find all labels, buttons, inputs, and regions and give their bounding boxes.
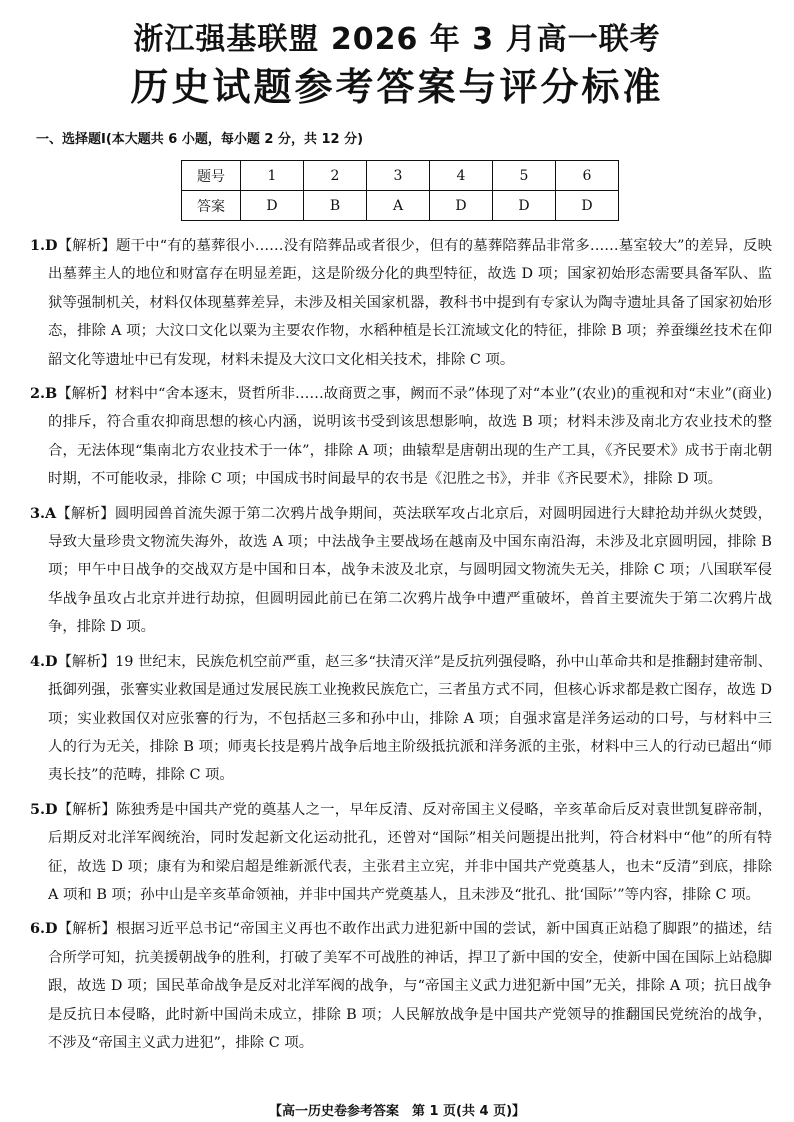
- item-text: 【解析】根据习近平总书记“帝国主义再也不敢作出武力进犯新中国的尝试，新中国真正站稳了脚跟”的描述，结合所学可知，抗美援朝战争的胜利，打破了美军不可战胜的神话，捍卫了新中国的安全，使新中国在国际上站稳脚跟，故选 D 项；国民革命战争是反对北洋军阀的战争，与“帝国主义武力进犯新中国”无关，排除 A 项；抗日战争是反抗日本侵略，此时新中国尚未成立，排除 B 项；人民解放战争是中国共产党领导的推翻国民党统治的战争，不涉及“帝国主义武力进犯”，排除 C 项。: [48, 921, 772, 1051]
- item-answer: 1.D: [30, 237, 58, 254]
- item-answer: 2.B: [30, 385, 58, 403]
- question-number-cell: 5: [493, 161, 556, 191]
- explanation-item: [30, 232, 772, 374]
- page-footer: 【高一历史卷参考答案 第 1 页(共 4 页)】: [268, 1104, 526, 1119]
- answer-cell: D: [556, 191, 619, 221]
- item-answer: 5.D: [30, 800, 58, 818]
- item-text: 【解析】19 世纪末，民族危机空前严重，赵三多“扶清灭洋”是反抗列强侵略，孙中山革命共和是推翻封建帝制、抵御列强，张謇实业救国是通过发展民族工业挽救民族危亡，三者虽方式不同，但核心诉求都是救亡图存，故选 D 项；实业救国仅对应张謇的行为，不包括赵三多和孙中山，排除 A 项；自强求富是洋务运动的口号，与材料中三人的行为无关，排除 B 项；师夷长技是鸦片战争后地主阶级抵抗派和洋务派的主张，材料中三人的行动已超出“师夷长技”的范畴，排除 C 项。: [48, 653, 772, 784]
- explanation-item: [30, 648, 772, 790]
- answer-cell: D: [241, 191, 304, 221]
- answer-cell: B: [304, 191, 367, 221]
- explanation-item: [30, 380, 772, 494]
- explanation-item: [30, 915, 772, 1057]
- answer-cell: D: [430, 191, 493, 221]
- question-number-cell: 2: [304, 161, 367, 191]
- question-number-cell: 3: [367, 161, 430, 191]
- section-heading: 一、选择题Ⅰ(本大题共 6 小题，每小题 2 分，共 12 分): [36, 132, 364, 147]
- answer-cell: A: [367, 191, 430, 221]
- item-text: 【解析】圆明园兽首流失源于第二次鸦片战争期间，英法联军攻占北京后，对圆明园进行大肆抢劫并纵火焚毁，导致大量珍贵文物流失海外，故选 A 项；中法战争主要战场在越南及中国东南沿海，未涉及北京圆明园，排除 B 项；甲午中日战争的交战双方是中国和日本，战争未波及北京，与圆明园文物流失无关，排除 C 项；八国联军侵华战争虽攻占北京并进行劫掠，但圆明园此前已在第二次鸦片战争中遭严重破坏，兽首主要流失于第二次鸦片战争，排除 D 项。: [48, 505, 772, 636]
- item-answer: 3.A: [30, 504, 57, 522]
- item-text: 【解析】题干中“有的墓葬很小……没有陪葬品或者很少，但有的墓葬陪葬品非常多……墓室较大”的差异，反映出墓葬主人的地位和财富存在明显差距，这是阶级分化的典型特征，故选 D 项；国家初始形态需要具备军队、监狱等强制机关，材料仅体现墓葬差异，未涉及相关国家机器，教科书中提到有专家认为陶寺遗址具备了国家初始形态，排除 A 项；大汶口文化以粟为主要农作物，水稻种植是长江流域文化的特征，排除 B 项；养蚕缫丝技术在仰韶文化等遗址中已有发现，材料未提及大汶口文化相关技术，排除 C 项。: [48, 238, 772, 368]
- answer-cell: D: [493, 191, 556, 221]
- question-number-cell: 1: [241, 161, 304, 191]
- question-number-cell: 6: [556, 161, 619, 191]
- exam-title: 浙江强基联盟 2026 年 3 月高一联考: [133, 22, 661, 57]
- explanation-list: [30, 232, 772, 1063]
- answer-row: [182, 191, 619, 221]
- row-label-answer: 答案: [182, 191, 241, 221]
- item-answer: 4.D: [30, 652, 58, 670]
- explanation-item: [30, 500, 772, 642]
- question-number-row: [182, 161, 619, 191]
- document-title: 历史试题参考答案与评分标准: [130, 65, 664, 109]
- item-answer: 6.D: [30, 920, 58, 938]
- answer-table: [181, 160, 619, 221]
- explanation-item: [30, 796, 772, 910]
- question-number-cell: 4: [430, 161, 493, 191]
- item-text: 【解析】材料中“舍本逐末，贤哲所非……故商贾之事，阙而不录”体现了对“本业”(农业)的重视和对“末业”(商业)的排斥，符合重农抑商思想的核心内涵，说明该书受到该思想影响，故选 B 项；材料未涉及南北方农业技术的整合，无法体现“集南北方农业技术于一体”，排除 A 项；曲辕犁是唐朝出现的生产工具，《齐民要术》成书于南北朝时期，不可能收录，排除 C 项；中国成书时间最早的农书是《氾胜之书》，并非《齐民要术》，排除 D 项。: [48, 386, 772, 488]
- item-text: 【解析】陈独秀是中国共产党的奠基人之一，早年反清、反对帝国主义侵略，辛亥革命后反对袁世凯复辟帝制，后期反对北洋军阀统治，同时发起新文化运动批孔，还曾对“国际”相关问题提出批判，符合材料中“他”的所有特征，故选 D 项；康有为和梁启超是维新派代表，主张君主立宪，并非中国共产党奠基人，也未“反清”到底，排除 A 项和 B 项；孙中山是辛亥革命领袖，并非中国共产党奠基人，且未涉及“批孔、批‘国际’”等内容，排除 C 项。: [48, 801, 772, 903]
- row-label-question: 题号: [182, 161, 241, 191]
